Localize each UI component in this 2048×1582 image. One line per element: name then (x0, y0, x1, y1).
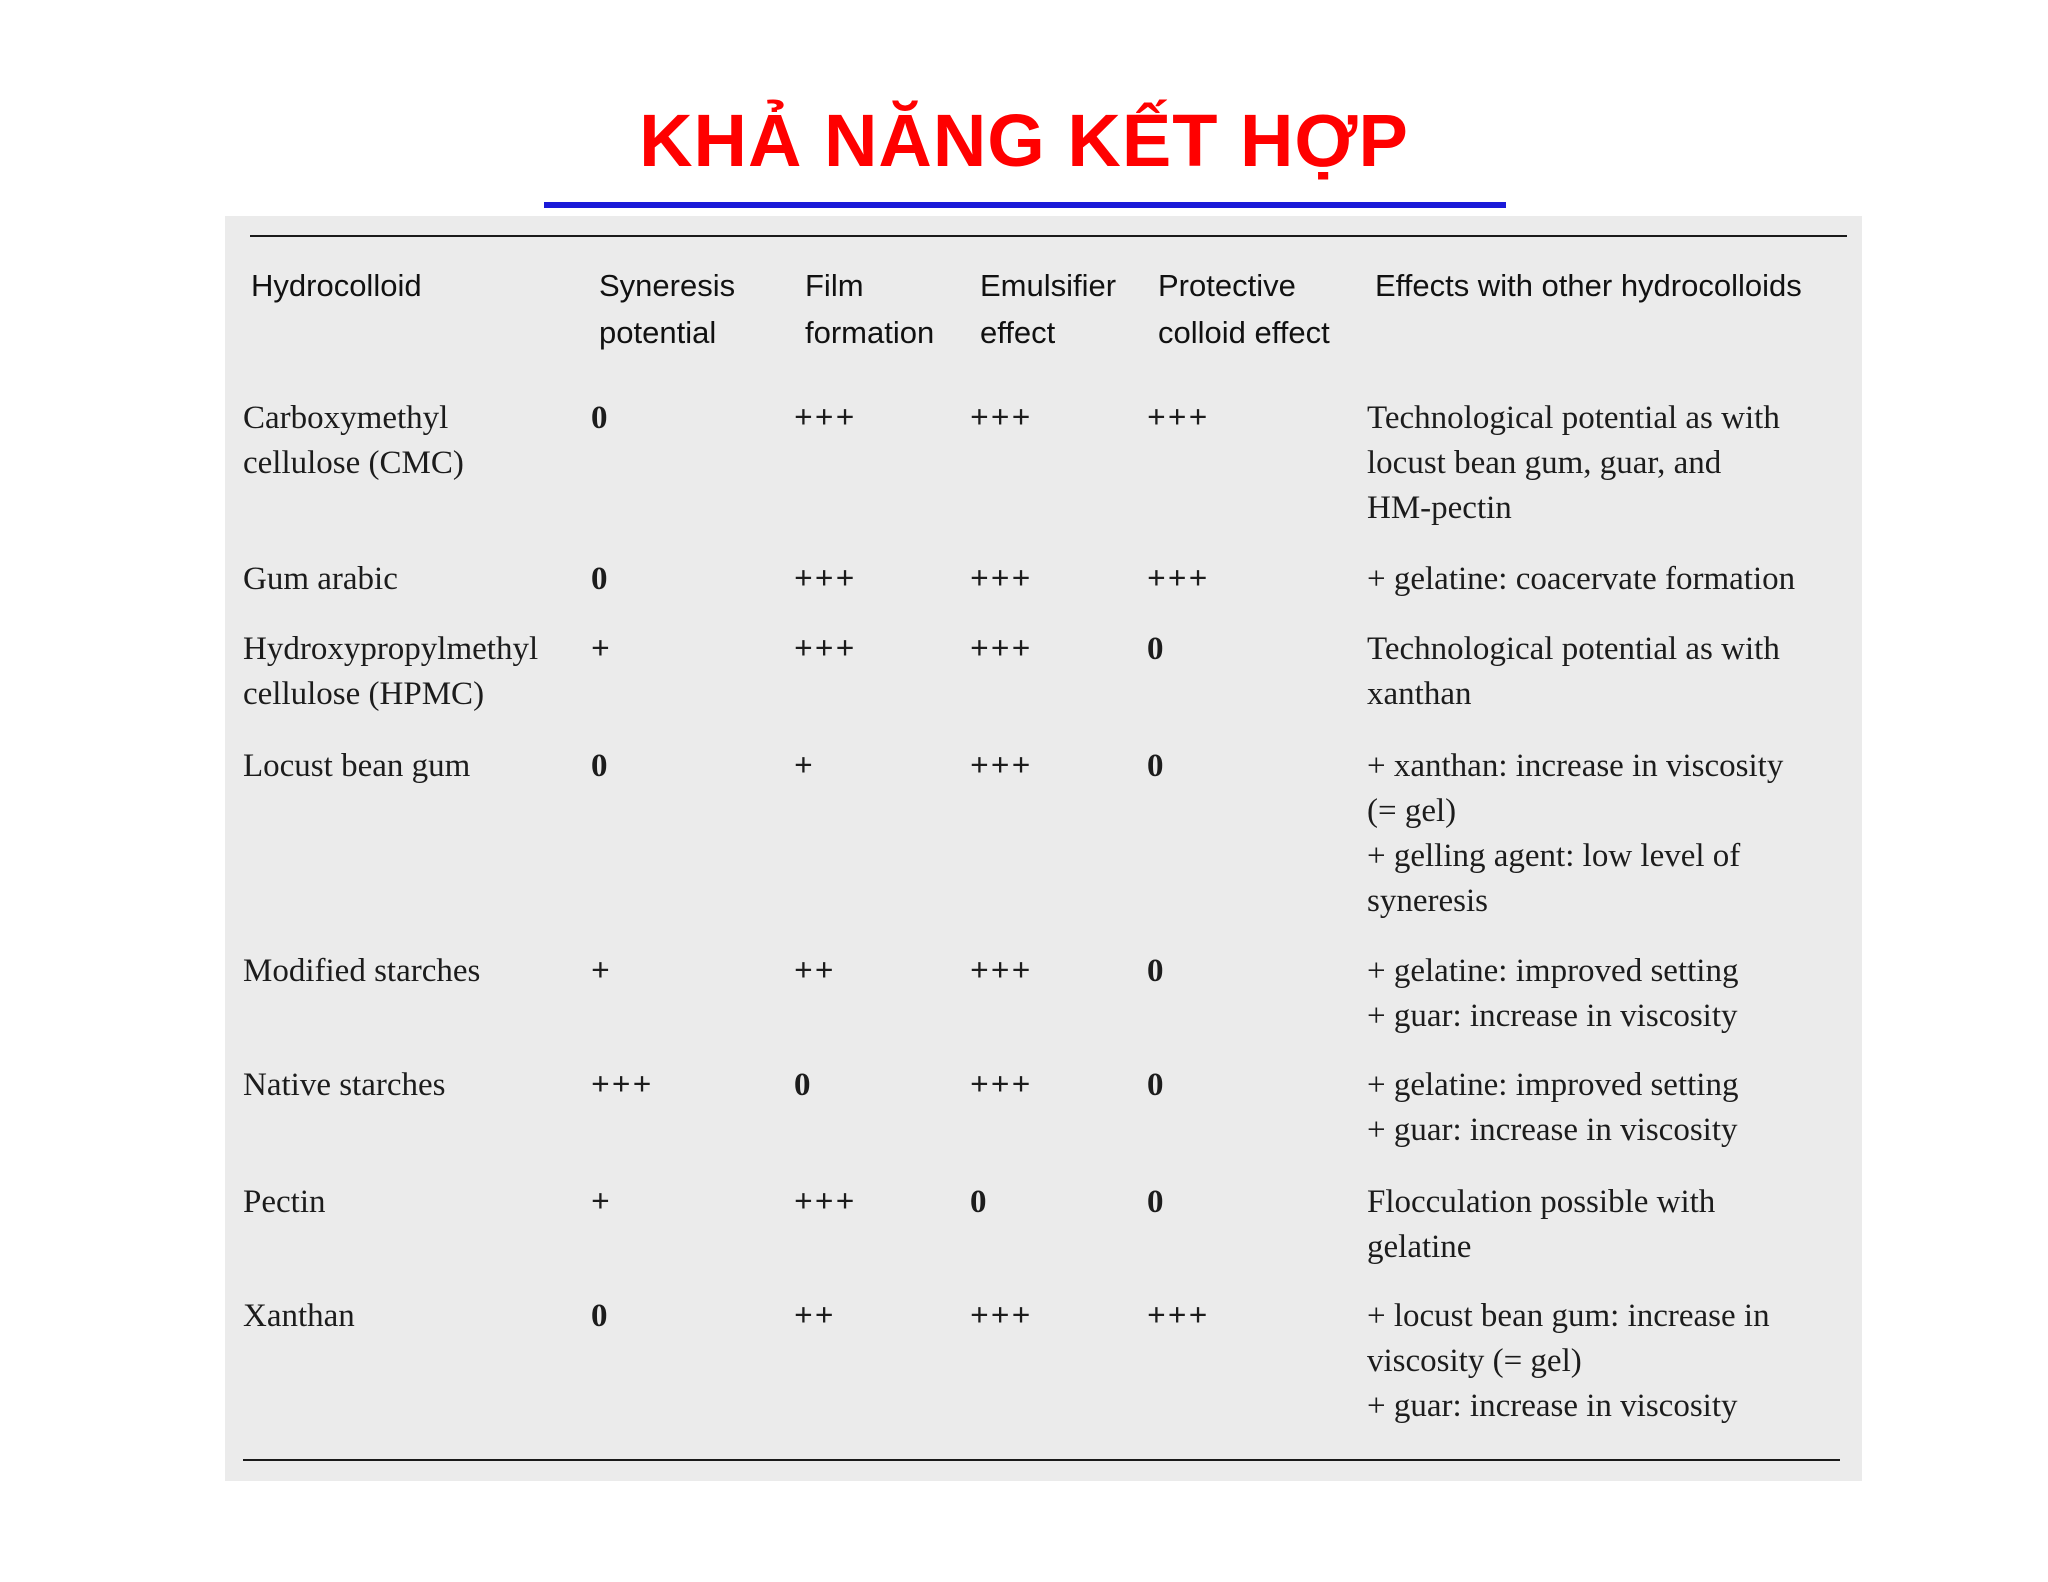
cell-line: Flocculation possible with (1367, 1184, 1716, 1220)
cell-emulsifier: +++ (970, 561, 1033, 597)
cell-line: + guar: increase in viscosity (1367, 1388, 1738, 1424)
cell-film-formation: ++ (794, 1298, 836, 1334)
header-hydrocolloid (251, 262, 422, 309)
cell-hydrocolloid (243, 396, 464, 486)
cell-film-formation: +++ (794, 631, 857, 667)
cell-emulsifier: +++ (970, 631, 1033, 667)
cell-syneresis: 0 (591, 748, 610, 784)
cell-film-formation: ++ (794, 953, 836, 989)
cell-line: cellulose (CMC) (243, 445, 464, 481)
cell-line: Locust bean gum (243, 748, 471, 784)
cell-syneresis: + (591, 631, 612, 667)
table-top-rule (250, 235, 1847, 237)
cell-effects (1367, 744, 1783, 924)
title-underline (544, 202, 1506, 208)
cell-hydrocolloid (243, 557, 398, 602)
cell-line: HM-pectin (1367, 490, 1512, 526)
cell-line: Modified starches (243, 953, 481, 989)
header-emulsifier (980, 262, 1116, 356)
cell-line: + guar: increase in viscosity (1367, 1112, 1738, 1148)
cell-line: Effects with other hydrocolloids (1375, 268, 1802, 303)
cell-protective-colloid: 0 (1147, 953, 1166, 989)
cell-hydrocolloid (243, 1063, 446, 1108)
header-film-formation (805, 262, 934, 356)
cell-emulsifier: +++ (970, 1067, 1033, 1103)
cell-protective-colloid: +++ (1147, 561, 1210, 597)
cell-syneresis: +++ (591, 1067, 654, 1103)
cell-line: + xanthan: increase in viscosity (1367, 748, 1784, 784)
cell-line: Syneresis (599, 268, 736, 303)
cell-film-formation: + (794, 748, 815, 784)
cell-syneresis: + (591, 953, 612, 989)
cell-hydrocolloid (243, 1294, 355, 1339)
cell-emulsifier: +++ (970, 1298, 1033, 1334)
cell-line: Technological potential as with (1367, 631, 1780, 667)
cell-line: effect (980, 315, 1056, 350)
cell-line: Protective (1158, 268, 1296, 303)
cell-hydrocolloid (243, 949, 480, 994)
cell-effects (1367, 557, 1795, 602)
table-bottom-rule (243, 1459, 1840, 1461)
cell-effects (1367, 627, 1780, 717)
cell-film-formation: +++ (794, 400, 857, 436)
cell-emulsifier: +++ (970, 748, 1033, 784)
cell-line: Pectin (243, 1184, 326, 1220)
cell-line: Emulsifier (980, 268, 1117, 303)
cell-line: + locust bean gum: increase in (1367, 1298, 1770, 1334)
header-protective-colloid (1158, 262, 1330, 356)
cell-film-formation: +++ (794, 1184, 857, 1220)
header-effects (1375, 262, 1802, 309)
cell-line: + gelatine: coacervate formation (1367, 561, 1796, 597)
cell-line: + gelatine: improved setting (1367, 1067, 1739, 1103)
cell-syneresis: 0 (591, 561, 610, 597)
cell-syneresis: 0 (591, 1298, 610, 1334)
cell-emulsifier: 0 (970, 1184, 989, 1220)
cell-line: gelatine (1367, 1229, 1472, 1265)
cell-effects (1367, 1063, 1738, 1153)
cell-effects (1367, 396, 1780, 531)
cell-line: + gelling agent: low level of (1367, 838, 1741, 874)
cell-line: colloid effect (1158, 315, 1330, 350)
cell-line: xanthan (1367, 676, 1472, 712)
hydrocolloid-table (225, 216, 1862, 1481)
cell-line: formation (805, 315, 935, 350)
cell-line: Technological potential as with (1367, 400, 1780, 436)
cell-hydrocolloid (243, 1180, 325, 1225)
cell-line: Gum arabic (243, 561, 398, 597)
cell-line: Film (805, 268, 864, 303)
cell-line: viscosity (= gel) (1367, 1343, 1582, 1379)
cell-line: Carboxymethyl (243, 400, 449, 436)
cell-protective-colloid: +++ (1147, 1298, 1210, 1334)
cell-line: Xanthan (243, 1298, 355, 1334)
cell-emulsifier: +++ (970, 400, 1033, 436)
cell-emulsifier: +++ (970, 953, 1033, 989)
cell-line: (= gel) (1367, 793, 1457, 829)
cell-line: syneresis (1367, 883, 1488, 919)
cell-protective-colloid: +++ (1147, 400, 1210, 436)
cell-line: + gelatine: improved setting (1367, 953, 1739, 989)
cell-hydrocolloid (243, 744, 470, 789)
cell-syneresis: + (591, 1184, 612, 1220)
cell-effects (1367, 949, 1738, 1039)
cell-film-formation: 0 (794, 1067, 813, 1103)
cell-line: Hydroxypropylmethyl (243, 631, 539, 667)
cell-film-formation: +++ (794, 561, 857, 597)
cell-effects (1367, 1180, 1715, 1270)
cell-line: cellulose (HPMC) (243, 676, 485, 712)
cell-line: + guar: increase in viscosity (1367, 998, 1738, 1034)
cell-line: potential (599, 315, 717, 350)
cell-protective-colloid: 0 (1147, 1067, 1166, 1103)
slide-title: KHẢ NĂNG KẾT HỢP (639, 99, 1409, 182)
cell-line: locust bean gum, guar, and (1367, 445, 1722, 481)
cell-line: Native starches (243, 1067, 446, 1103)
cell-protective-colloid: 0 (1147, 631, 1166, 667)
cell-line: Hydrocolloid (251, 268, 422, 303)
cell-protective-colloid: 0 (1147, 748, 1166, 784)
cell-protective-colloid: 0 (1147, 1184, 1166, 1220)
cell-effects (1367, 1294, 1770, 1429)
cell-syneresis: 0 (591, 400, 610, 436)
cell-hydrocolloid (243, 627, 538, 717)
header-syneresis (599, 262, 735, 356)
